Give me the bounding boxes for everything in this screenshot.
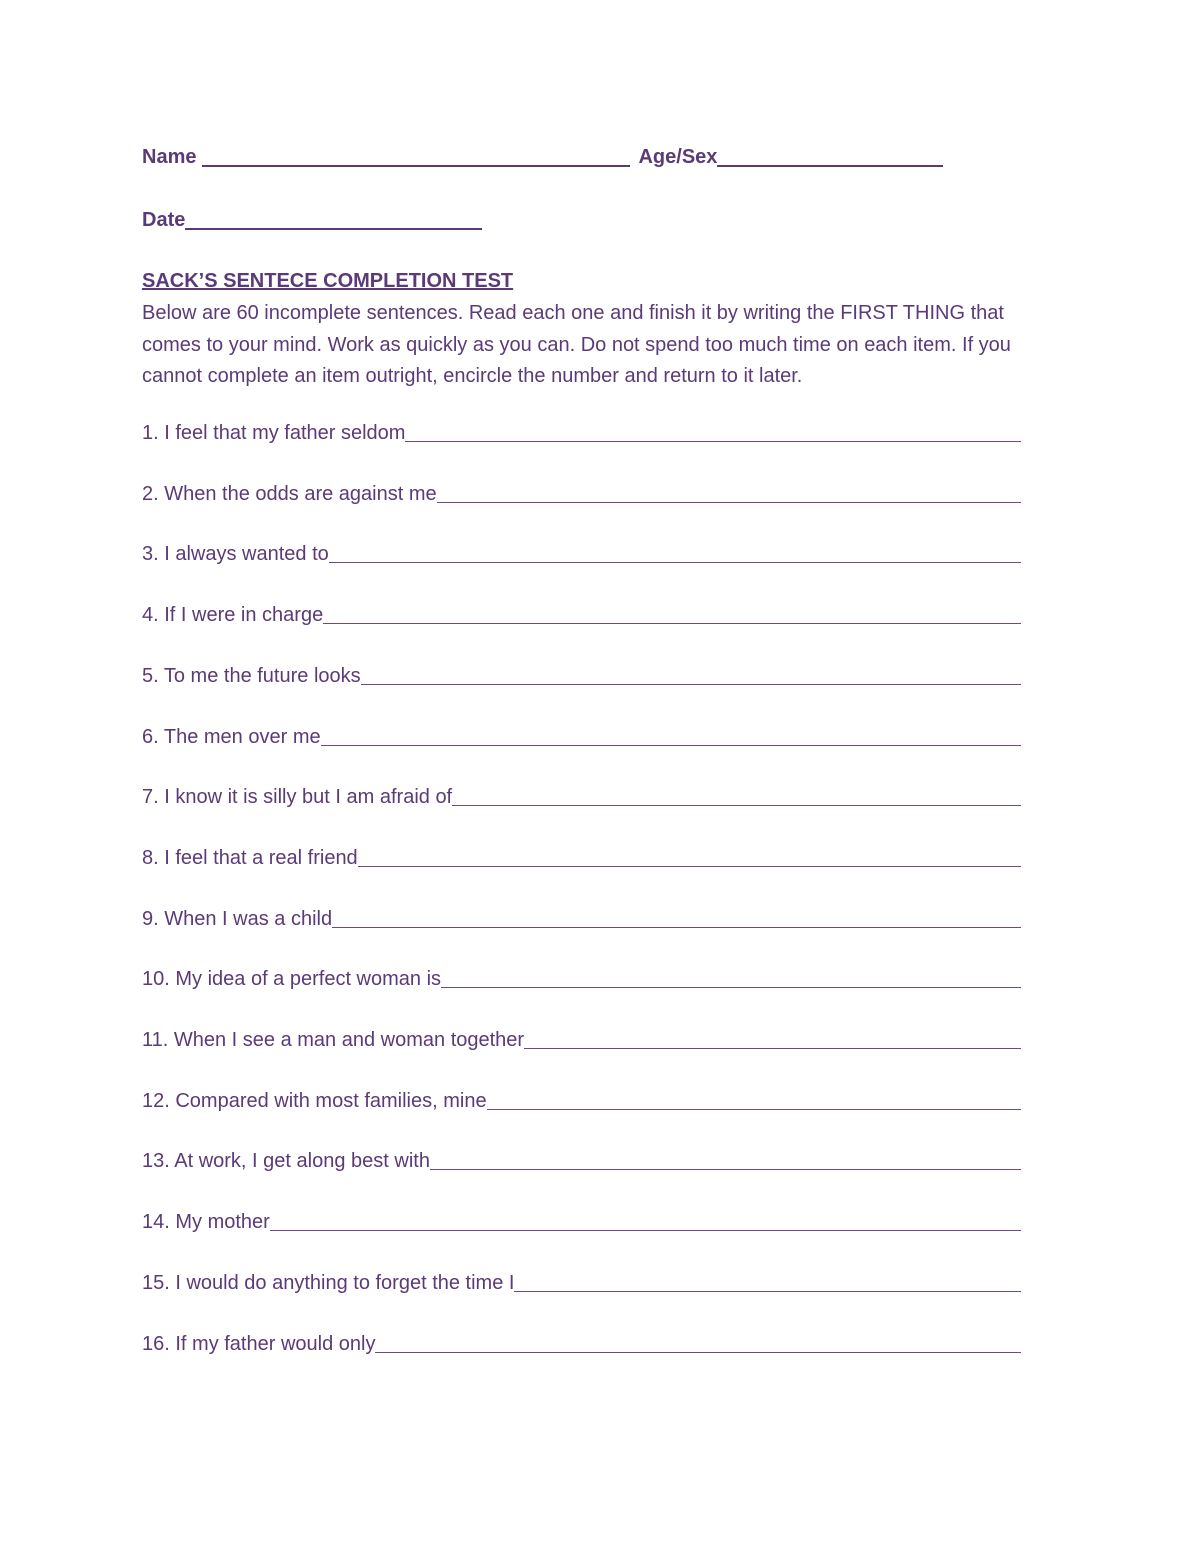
answer-line[interactable] [514,1273,1021,1292]
sentence-stem: 15. I would do anything to forget the time I [142,1271,515,1294]
sentence-stem: 8. I feel that a real friend [142,846,358,869]
sentence-item [142,726,1021,749]
age-sex-label: Age/Sex [638,146,718,168]
sentence-item [142,1090,1021,1113]
answer-line[interactable] [524,1030,1021,1049]
answer-line[interactable] [375,1334,1021,1353]
sentence-item [142,786,1021,809]
answer-line[interactable] [452,787,1021,806]
answer-line[interactable] [361,666,1021,685]
age-sex-field[interactable] [717,147,943,167]
sentence-item [142,908,1021,931]
sentence-stem: 7. I know it is silly but I am afraid of [142,786,453,809]
instructions-text: Below are 60 incomplete sentences. Read each one and finish it by writing the FIRST THING that comes to your mind. Work as quickly as you can. Do not spend too much time on each item. If you cannot complete an item outright, encircle the number and return to it later. [142,302,1011,387]
answer-line[interactable] [270,1212,1021,1231]
sentence-stem: 13. At work, I get along best with [142,1150,430,1173]
sentence-item [142,847,1021,870]
answer-line[interactable] [323,605,1021,624]
sentence-stem: 1. I feel that my father seldom [142,422,406,444]
sentence-stem: 14. My mother [142,1211,270,1234]
date-field[interactable] [185,210,482,230]
sentence-item [142,1333,1021,1356]
sentence-stem: 6. The men over me [142,725,321,748]
answer-line[interactable] [430,1151,1021,1170]
sentence-stem: 10. My idea of a perfect woman is [142,968,442,991]
date-row [142,209,482,232]
sentence-item [142,968,1021,991]
name-age-row [142,146,943,169]
answer-line[interactable] [321,727,1021,746]
sentence-item [142,1029,1021,1052]
answer-line[interactable] [487,1091,1021,1110]
sentence-stem: 9. When I was a child [142,907,333,930]
answer-line[interactable] [332,909,1021,928]
answer-line[interactable] [358,848,1021,867]
answer-line[interactable] [441,969,1021,988]
answer-line[interactable] [405,423,1021,442]
sentence-stem: 16. If my father would only [142,1332,376,1355]
date-label: Date [142,209,186,231]
sentence-item [142,483,1021,506]
sentence-item [142,1211,1021,1234]
sentence-stem: 12. Compared with most families, mine [142,1089,487,1112]
sentence-item [142,665,1021,688]
sentence-stem: 4. If I were in charge [142,604,324,627]
sentence-item [142,1272,1021,1295]
page-title: SACK’S SENTECE COMPLETION TEST [142,270,514,292]
answer-line[interactable] [437,484,1021,503]
sentence-item [142,1150,1021,1173]
name-label: Name [142,146,197,168]
sentence-stem: 5. To me the future looks [142,664,361,687]
sentence-item [142,422,1021,445]
name-field[interactable] [202,147,630,167]
sentence-stem: 11. When I see a man and woman together [142,1029,525,1051]
sentence-item [142,543,1021,566]
answer-line[interactable] [329,544,1021,563]
sentence-item [142,604,1021,627]
sentence-stem: 3. I always wanted to [142,543,329,566]
sentence-stem: 2. When the odds are against me [142,482,437,505]
